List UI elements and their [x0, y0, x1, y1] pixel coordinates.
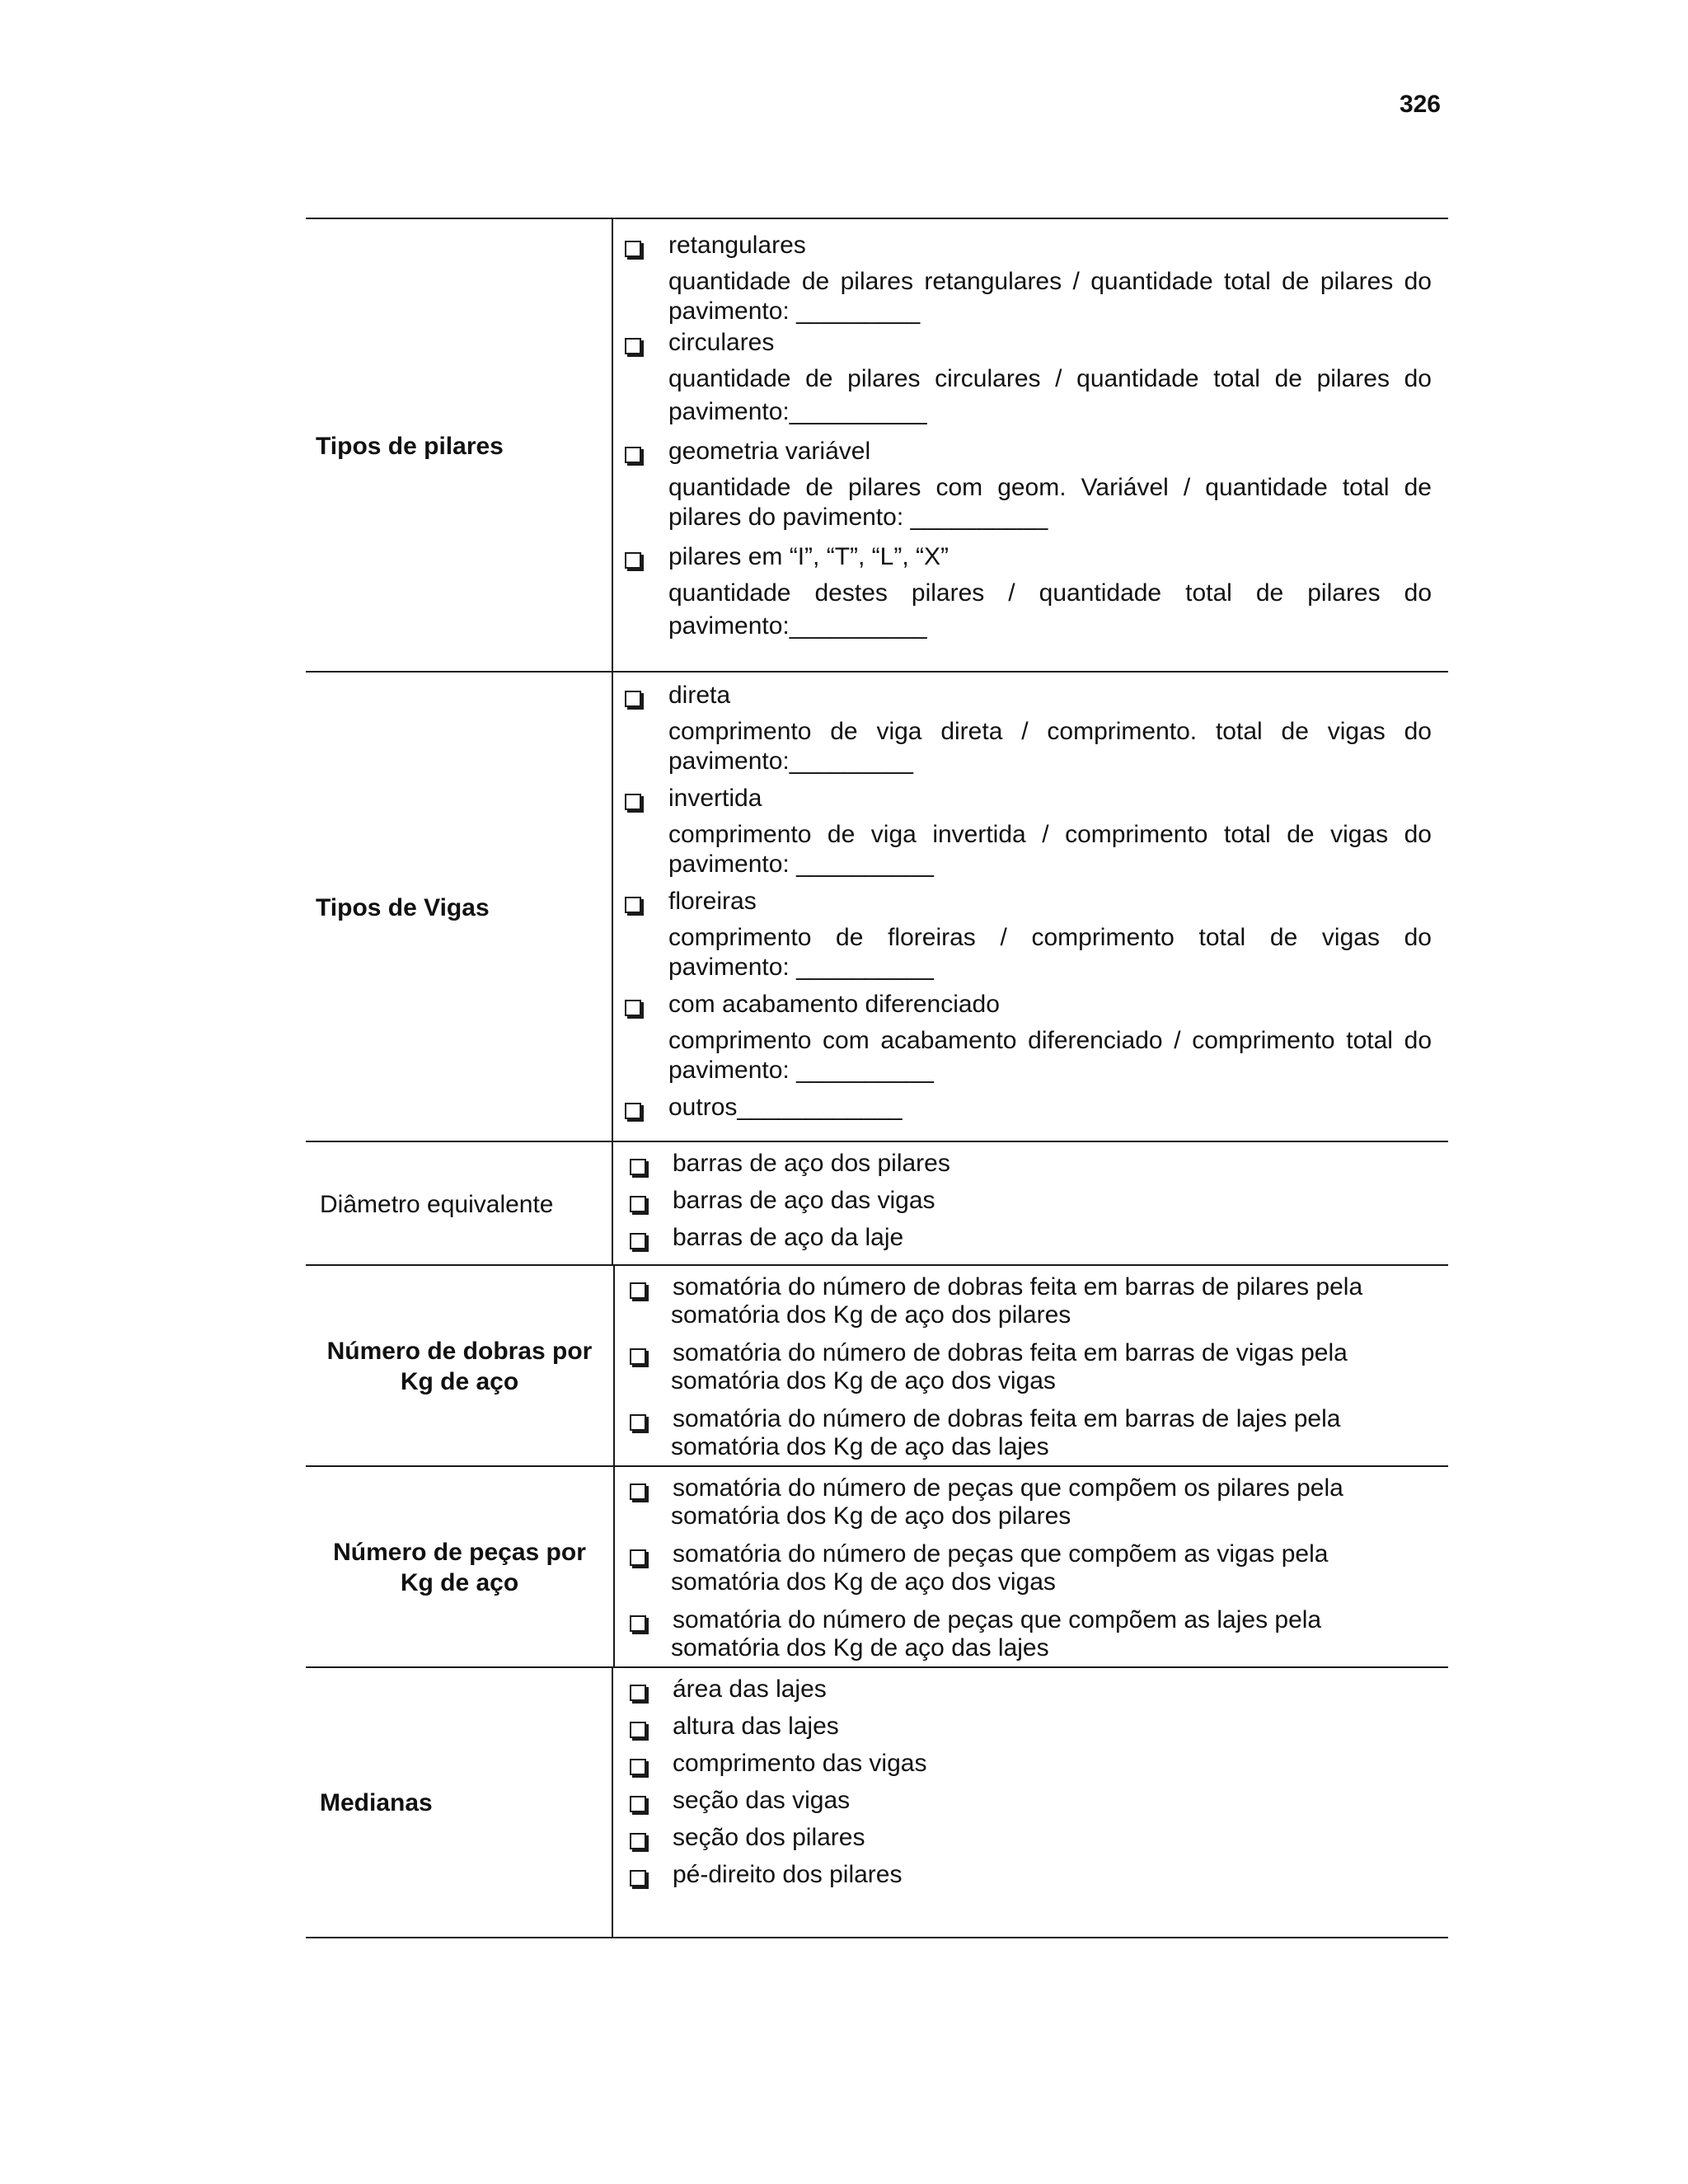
section-title: Medianas	[306, 1668, 613, 1937]
option-description: quantidade de pilares retangulares / quantidade total de pilares do	[668, 268, 1432, 295]
option-label: somatória do número de peças que compõem as vigas pela	[673, 1540, 1329, 1568]
section-title-line: Número de peças por	[333, 1539, 586, 1566]
option-label: pilares em “I”, “T”, “L”, “X”	[668, 543, 950, 570]
checkbox-icon[interactable]	[630, 1615, 646, 1632]
section-numero-de-pecas	[306, 1465, 1448, 1668]
options-list	[615, 1668, 1448, 1937]
checkbox-icon[interactable]	[630, 1549, 646, 1566]
section-numero-de-dobras	[306, 1264, 1448, 1467]
checkbox-icon[interactable]	[625, 897, 641, 913]
checkbox-icon[interactable]	[625, 794, 641, 810]
option-label: barras de aço da laje	[673, 1224, 904, 1251]
option-description: pavimento:__________	[668, 612, 927, 640]
checkbox-icon[interactable]	[625, 338, 641, 354]
section-title-line: Número de dobras por	[326, 1338, 593, 1365]
option-description: quantidade de pilares com geom. Variável / quantidade total de	[668, 474, 1432, 501]
section-tipos-de-pilares	[306, 218, 1448, 673]
option-label: somatória dos Kg de aço dos pilares	[671, 1301, 1071, 1329]
option-label: somatória dos Kg de aço dos vigas	[671, 1568, 1056, 1596]
options-list	[615, 673, 1448, 1142]
option-description: comprimento com acabamento diferenciado / comprimento total do	[668, 1027, 1432, 1054]
option-label: com acabamento diferenciado	[668, 991, 1000, 1018]
checkbox-icon[interactable]	[630, 1870, 646, 1886]
option-label: barras de aço dos pilares	[673, 1150, 950, 1177]
section-title	[306, 1467, 615, 1668]
options-list	[615, 1266, 1448, 1467]
options-list	[615, 219, 1448, 673]
checkbox-icon[interactable]	[630, 1722, 646, 1738]
option-label: comprimento das vigas	[673, 1750, 927, 1777]
option-description: pavimento: __________	[668, 1057, 934, 1084]
option-label: altura das lajes	[673, 1713, 839, 1740]
options-list	[615, 1467, 1448, 1668]
option-label: somatória dos Kg de aço dos pilares	[671, 1502, 1071, 1530]
option-label: geometria variável	[668, 438, 871, 465]
option-label: somatória do número de peças que compõem os pilares pela	[673, 1474, 1343, 1502]
checkbox-icon[interactable]	[630, 1159, 646, 1175]
option-description: quantidade de pilares circulares / quantidade total de pilares do	[668, 365, 1432, 392]
section-title	[306, 1266, 615, 1467]
options-list	[615, 1142, 1448, 1266]
option-label: retangulares	[668, 232, 806, 259]
option-description: pavimento: __________	[668, 851, 934, 878]
option-label: direta	[668, 682, 731, 709]
checkbox-icon[interactable]	[630, 1833, 646, 1849]
option-label: somatória do número de dobras feita em barras de vigas pela	[673, 1339, 1348, 1366]
section-medianas	[306, 1666, 1448, 1938]
checkbox-icon[interactable]	[625, 552, 641, 569]
option-label: circulares	[668, 329, 775, 356]
option-description: pilares do pavimento: __________	[668, 504, 1048, 531]
section-title-line: Kg de aço	[400, 1368, 519, 1395]
checkbox-icon[interactable]	[630, 1233, 646, 1249]
option-description: quantidade destes pilares / quantidade total de pilares do	[668, 579, 1432, 607]
option-description: pavimento:__________	[668, 398, 927, 425]
checkbox-icon[interactable]	[630, 1414, 646, 1431]
checkbox-icon[interactable]	[630, 1348, 646, 1365]
checkbox-icon[interactable]	[630, 1796, 646, 1812]
option-label: somatória do número de dobras feita em barras de lajes pela	[673, 1405, 1341, 1432]
option-label: pé-direito dos pilares	[673, 1861, 903, 1888]
option-label: barras de aço das vigas	[673, 1187, 935, 1214]
option-label: somatória dos Kg de aço das lajes	[671, 1634, 1049, 1661]
checkbox-icon[interactable]	[625, 241, 641, 257]
option-label: somatória do número de dobras feita em barras de pilares pela	[673, 1273, 1363, 1301]
option-description: pavimento: __________	[668, 954, 934, 981]
checkbox-icon[interactable]	[630, 1282, 646, 1299]
option-label: somatória dos Kg de aço dos vigas	[671, 1367, 1056, 1394]
checkbox-icon[interactable]	[630, 1759, 646, 1775]
checkbox-icon[interactable]	[630, 1483, 646, 1500]
section-diametro-equivalente	[306, 1141, 1448, 1266]
option-label: invertida	[668, 785, 762, 812]
option-description: pavimento: _________	[668, 298, 921, 325]
option-label: somatória do número de peças que compõem as lajes pela	[673, 1606, 1322, 1633]
checkbox-icon[interactable]	[625, 691, 641, 707]
section-title-line: Kg de aço	[400, 1569, 519, 1596]
option-description: comprimento de viga direta / comprimento. total de vigas do	[668, 718, 1432, 745]
option-description: pavimento:_________	[668, 748, 913, 775]
option-label: seção dos pilares	[673, 1824, 865, 1851]
option-label: seção das vigas	[673, 1787, 851, 1814]
section-title: Tipos de pilares	[306, 219, 613, 673]
checkbox-icon[interactable]	[630, 1685, 646, 1701]
option-label: floreiras	[668, 888, 757, 915]
option-label: somatória dos Kg de aço das lajes	[671, 1433, 1049, 1460]
checkbox-icon[interactable]	[625, 1103, 641, 1119]
checkbox-icon[interactable]	[625, 447, 641, 463]
checkbox-icon[interactable]	[625, 1000, 641, 1016]
section-tipos-de-vigas	[306, 671, 1448, 1142]
page-number: 326	[1399, 91, 1441, 118]
section-title: Tipos de Vigas	[306, 673, 613, 1142]
checkbox-icon[interactable]	[630, 1196, 646, 1212]
option-description: comprimento de viga invertida / comprimento total de vigas do	[668, 821, 1432, 848]
option-label: outros____________	[668, 1094, 903, 1121]
section-title: Diâmetro equivalente	[306, 1142, 613, 1266]
option-description: comprimento de floreiras / comprimento total de vigas do	[668, 924, 1432, 951]
option-label: área das lajes	[673, 1675, 827, 1703]
